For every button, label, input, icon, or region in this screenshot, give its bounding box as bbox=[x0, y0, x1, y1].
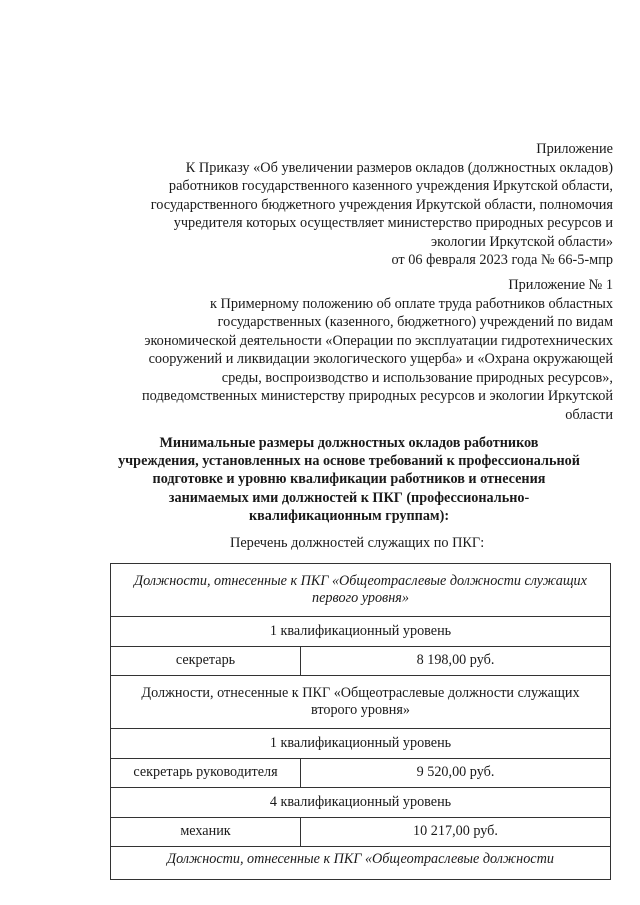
position-name: секретарь руководителя bbox=[111, 759, 301, 788]
appendix-line: экологии Иркутской области» bbox=[430, 233, 613, 250]
appendix-line: экономической деятельности «Операции по эксплуатации гидротехнических bbox=[144, 332, 613, 349]
appendix-line: области bbox=[565, 406, 613, 423]
table-row bbox=[111, 788, 611, 818]
appendix-line: работников государственного казенного учреждения Иркутской области, bbox=[168, 178, 613, 194]
position-name: секретарь bbox=[111, 647, 301, 676]
position-name: механик bbox=[111, 818, 301, 847]
table-row bbox=[111, 818, 611, 847]
appendix-line: среды, воспроизводство и использование природных ресурсов», bbox=[221, 369, 613, 386]
appendix-line: государственного бюджетного учреждения Иркутской области, полномочия bbox=[150, 196, 613, 213]
appendix-line: Приложение № 1 bbox=[508, 277, 613, 293]
appendix-line: сооружений и ликвидации экологического ущерба» и «Охрана окружающей bbox=[148, 351, 613, 367]
position-salary: 9 520,00 руб. bbox=[301, 759, 611, 788]
appendix-line: от 06 февраля 2023 года № 66-5-мпр bbox=[391, 252, 613, 268]
table-row bbox=[111, 676, 611, 729]
group-title: Должности, отнесенные к ПКГ «Общеотраслевые должности служащих второго уровня» bbox=[111, 676, 611, 729]
heading-line: занимаемых ими должностей к ПКГ (профессионально- bbox=[168, 489, 530, 506]
appendix-order-header bbox=[93, 140, 613, 270]
list-caption: Перечень должностей служащих по ПКГ: bbox=[230, 535, 485, 551]
section-heading bbox=[90, 434, 608, 525]
position-salary: 8 198,00 руб. bbox=[301, 647, 611, 676]
appendix-1-header bbox=[93, 276, 613, 424]
table-row bbox=[111, 759, 611, 788]
qualification-level: 1 квалификационный уровень bbox=[111, 729, 611, 759]
appendix-line: государственных (казенного, бюджетного) учреждений по видам bbox=[217, 314, 613, 330]
qualification-level: 4 квалификационный уровень bbox=[111, 788, 611, 818]
appendix-line: К Приказу «Об увеличении размеров окладов (должностных окладов) bbox=[185, 159, 613, 176]
table-row bbox=[111, 647, 611, 676]
group-title: Должности, отнесенные к ПКГ «Общеотраслевые должности служащих первого уровня» bbox=[111, 564, 611, 617]
table-row bbox=[111, 847, 611, 880]
heading-line: учреждения, установленных на основе требований к профессиональной bbox=[118, 453, 580, 470]
appendix-line: подведомственных министерству природных ресурсов и экологии Иркутской bbox=[141, 388, 613, 404]
group-title: Должности, отнесенные к ПКГ «Общеотраслевые должности bbox=[111, 847, 611, 880]
heading-line: Минимальные размеры должностных окладов работников bbox=[159, 435, 539, 451]
table-row bbox=[111, 564, 611, 617]
qualification-level: 1 квалификационный уровень bbox=[111, 617, 611, 647]
appendix-line: к Примерному положению об оплате труда работников областных bbox=[209, 295, 613, 312]
appendix-line: Приложение bbox=[536, 141, 613, 157]
table-row bbox=[111, 729, 611, 759]
table-row bbox=[111, 617, 611, 647]
appendix-line: учредителя которых осуществляет министерство природных ресурсов и bbox=[173, 215, 613, 231]
heading-line: подготовке и уровню квалификации работников и отнесения bbox=[152, 471, 546, 488]
heading-line: квалификационным группам): bbox=[248, 507, 450, 524]
salary-table bbox=[110, 563, 611, 880]
position-salary: 10 217,00 руб. bbox=[301, 818, 611, 847]
